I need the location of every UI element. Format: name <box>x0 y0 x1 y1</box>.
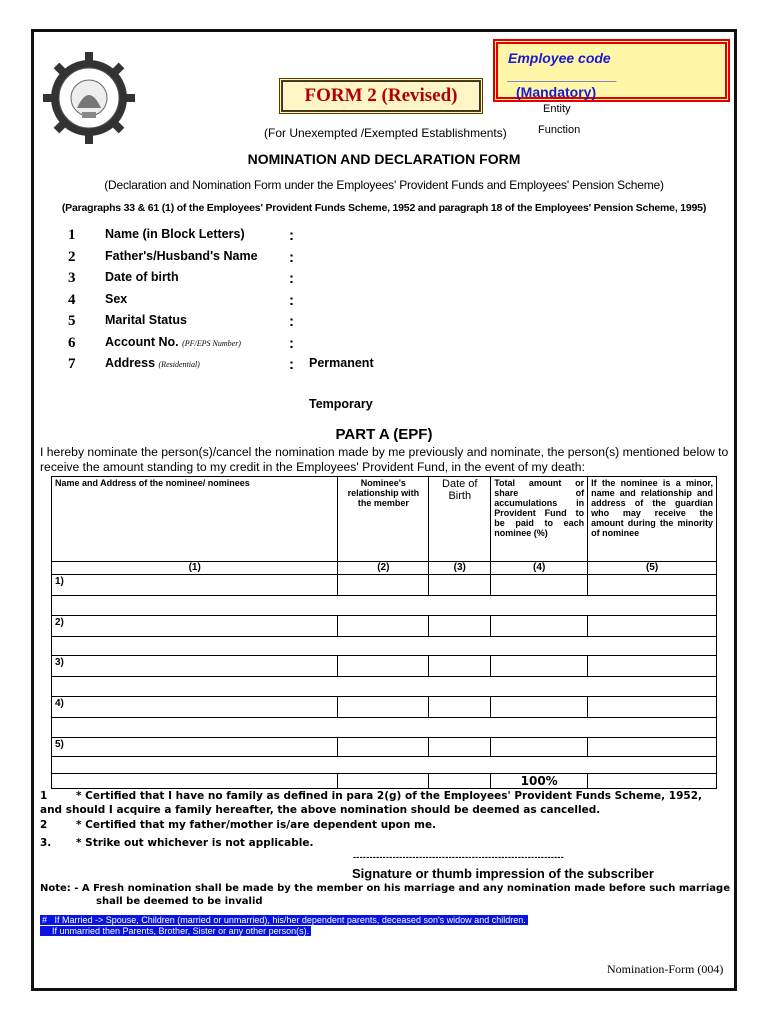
col-number: (5) <box>588 562 717 575</box>
cell[interactable] <box>429 616 491 637</box>
col-number: (3) <box>429 562 491 575</box>
cell[interactable] <box>588 616 717 637</box>
cert-text: * Strike out whichever is not applicable. <box>76 837 314 849</box>
signature-label: Signature or thumb impression of the subscriber <box>352 866 654 881</box>
table-row <box>52 697 717 718</box>
certification-1 <box>40 789 720 817</box>
table-spacer-row <box>52 637 717 656</box>
subtitle: (Declaration and Nomination Form under the Employees' Provident Funds and Employees' Pension Scheme) <box>104 178 664 192</box>
employee-code-label: Employee code ______________ <box>508 50 618 83</box>
cell[interactable] <box>429 575 491 596</box>
cell[interactable] <box>338 616 429 637</box>
cell[interactable] <box>588 575 717 596</box>
cell[interactable] <box>429 656 491 677</box>
note-text-2: shall be deemed to be invalid <box>96 896 263 907</box>
cell[interactable] <box>491 575 588 596</box>
field-sublabel: (PF/EPS Number) <box>182 339 241 348</box>
row-label: 3) <box>52 656 338 677</box>
field-label <box>105 356 200 370</box>
cell[interactable] <box>338 575 429 596</box>
col-header: Date of Birth <box>429 477 491 562</box>
field-label: Marital Status <box>105 313 187 327</box>
cell[interactable] <box>491 616 588 637</box>
row-label: 4) <box>52 697 338 718</box>
cell <box>429 774 491 789</box>
row-label: 2) <box>52 616 338 637</box>
cert-number: 3. <box>40 837 52 849</box>
epfo-logo <box>43 52 135 144</box>
table-header-row <box>52 477 717 562</box>
cell[interactable] <box>429 697 491 718</box>
col-number: (2) <box>338 562 429 575</box>
employee-code-box <box>493 39 730 102</box>
field-colon: : <box>289 227 294 244</box>
mandatory-label: (Mandatory) <box>516 84 597 100</box>
highlight-text: # If Married -> Spouse, Children (married or unmarried), his/her dependent parents, deceased son's widow and children. <box>42 915 526 925</box>
cell <box>52 596 717 616</box>
highlight-text: If unmarried then Parents, Brother, Sister or any other person(s). <box>42 926 310 936</box>
col-number: (1) <box>52 562 338 575</box>
field-colon: : <box>289 335 294 352</box>
col-header: If the nominee is a minor, name and relationship and address of the guardian who may receive the amount during the minority of nominee <box>588 477 717 562</box>
cell <box>588 774 717 789</box>
cert-number: 2 <box>40 819 48 831</box>
cert-text: * Certified that I have no family as defined in para 2(g) of the Employees' Provident Funds Scheme, 1952, and should I acquire a family hereafter, the above nomination should be deemed as cancelled. <box>40 790 702 816</box>
establishments-text: (For Unexempted /Exempted Establishments) <box>264 126 507 140</box>
field-sublabel: (Residential) <box>158 360 200 369</box>
note-text: Note: - A Fresh nomination shall be made by the member on his marriage and any nomination made before such marriage <box>40 883 730 894</box>
table-row <box>52 575 717 596</box>
cell <box>52 774 338 789</box>
footer-form-id: Nomination-Form (004) <box>607 962 724 976</box>
form-title-box <box>279 78 483 114</box>
cell <box>52 637 717 656</box>
certification-2 <box>40 819 436 831</box>
cell <box>52 718 717 738</box>
table-total-row <box>52 774 717 789</box>
cell[interactable] <box>588 656 717 677</box>
field-colon: : <box>289 292 294 309</box>
col-number: (4) <box>491 562 588 575</box>
field-number: 7 <box>68 356 76 372</box>
field-number: 6 <box>68 335 76 351</box>
signature-line: ---------------------------------------------------------------- <box>353 852 565 862</box>
cell[interactable] <box>588 697 717 718</box>
field-label: Sex <box>105 292 128 306</box>
cell[interactable] <box>429 738 491 757</box>
cell <box>338 774 429 789</box>
table-row <box>52 616 717 637</box>
row-label: 5) <box>52 738 338 757</box>
cell[interactable] <box>338 656 429 677</box>
field-label-text: Account No. <box>105 335 179 349</box>
nominee-table <box>51 476 717 789</box>
col-header: Nominee's relationship with the member <box>338 477 429 562</box>
field-label: Name (in Block Letters) <box>105 227 245 241</box>
cell <box>52 757 717 774</box>
field-number: 3 <box>68 270 76 286</box>
certification-3 <box>40 837 313 849</box>
field-colon: : <box>289 356 294 373</box>
col-header: Total amount or share of accumulations in Provident Fund to be paid to each nominee (%) <box>491 477 588 562</box>
table-spacer-row <box>52 718 717 738</box>
field-label: Father's/Husband's Name <box>105 249 258 263</box>
form-title: FORM 2 (Revised) <box>304 85 458 106</box>
cell <box>52 677 717 697</box>
table-spacer-row <box>52 757 717 774</box>
field-colon: : <box>289 249 294 266</box>
field-label <box>105 335 241 349</box>
cell[interactable] <box>588 738 717 757</box>
main-title: NOMINATION AND DECLARATION FORM <box>247 151 521 167</box>
cell[interactable] <box>338 697 429 718</box>
total-percentage: 100% <box>491 774 588 789</box>
function-label: Function <box>538 124 581 136</box>
address-permanent: Permanent <box>309 356 374 370</box>
field-colon: : <box>289 270 294 287</box>
table-row <box>52 738 717 757</box>
cert-text: * Certified that my father/mother is/are dependent upon me. <box>76 819 437 831</box>
cell[interactable] <box>491 697 588 718</box>
field-number: 5 <box>68 313 76 329</box>
field-number: 4 <box>68 292 76 308</box>
cell[interactable] <box>491 656 588 677</box>
cert-number: 1 <box>40 790 48 802</box>
part-a-title: PART A (EPF) <box>335 426 433 443</box>
paragraphs-ref: (Paragraphs 33 & 61 (1) of the Employees' Provident Funds Scheme, 1952 and paragraph 18 of the Employees' Pension Scheme, 1995) <box>61 202 707 214</box>
cell[interactable] <box>338 738 429 757</box>
part-a-intro: I hereby nominate the person(s)/cancel the nomination made by me previously and nominate, the person(s) mentioned below to receive the amount standing to my credit in the Employees' Provident Fund, in the event of my death: <box>40 445 729 474</box>
highlight-note-2 <box>40 921 311 939</box>
row-label: 1) <box>52 575 338 596</box>
field-colon: : <box>289 313 294 330</box>
field-number: 1 <box>68 227 76 243</box>
address-temporary: Temporary <box>309 397 373 411</box>
field-label-text: Address <box>105 356 156 370</box>
table-spacer-row <box>52 677 717 697</box>
entity-label: Entity <box>543 103 571 115</box>
column-number-row <box>52 562 717 575</box>
col-header: Name and Address of the nominee/ nominees <box>52 477 338 562</box>
table-row <box>52 656 717 677</box>
field-label: Date of birth <box>105 270 179 284</box>
cell[interactable] <box>491 738 588 757</box>
table-spacer-row <box>52 596 717 616</box>
field-number: 2 <box>68 249 76 265</box>
